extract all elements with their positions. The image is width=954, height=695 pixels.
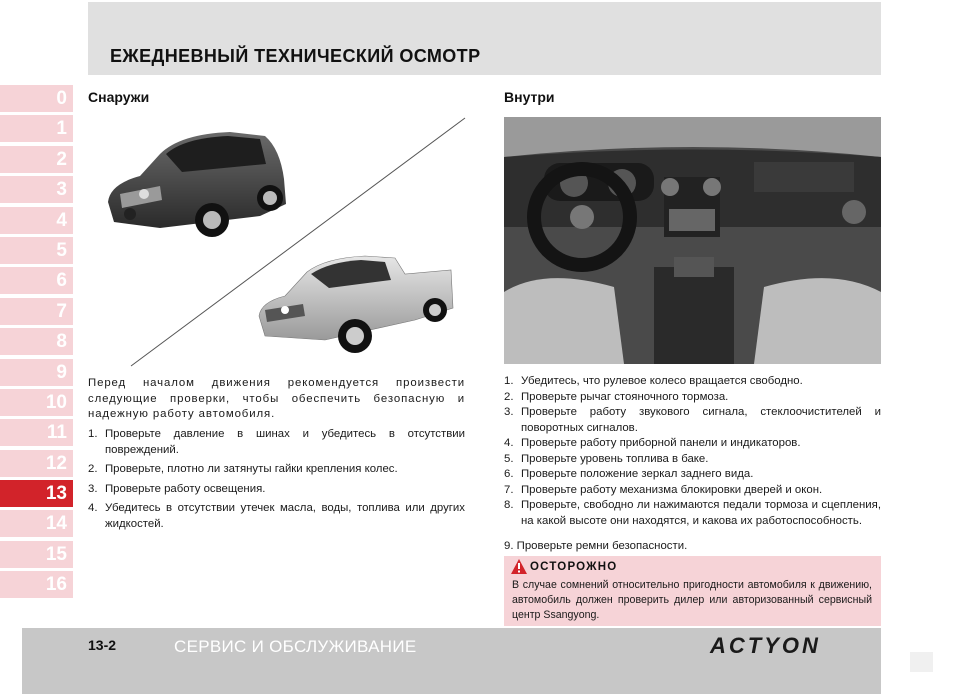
chapter-tab-7[interactable]: 7 xyxy=(0,298,73,325)
page-title: ЕЖЕДНЕВНЫЙ ТЕХНИЧЕСКИЙ ОСМОТР xyxy=(110,46,481,66)
list-item: 6. Проверьте положение зеркал заднего вида. xyxy=(504,468,754,480)
pickup-car-image xyxy=(255,244,455,369)
chapter-tab-16[interactable]: 16 xyxy=(0,571,73,598)
chapter-tab-9[interactable]: 9 xyxy=(0,359,73,386)
dashboard-illustration xyxy=(504,117,881,364)
list-item: 1. Проверьте давление в шинах и убедитесь в отсутствии повреждений. xyxy=(88,428,465,456)
list-item: 5. Проверьте уровень топлива в баке. xyxy=(504,452,709,465)
chapter-tab-1[interactable]: 1 xyxy=(0,115,73,142)
exterior-intro: Перед началом движения рекомендуется произвести следующие проверки, чтобы обеспечить безопасную и надежную работу автомобиля. xyxy=(88,377,465,420)
chapter-tab-0[interactable]: 0 xyxy=(0,85,73,112)
list-item: 3. Проверьте работу звукового сигнала, стеклоочистителей и поворотных сигналов. xyxy=(504,406,881,434)
exterior-checklist xyxy=(88,427,465,536)
interior-heading: Внутри xyxy=(504,89,555,105)
warning-triangle-icon xyxy=(511,559,527,574)
list-item: 2. Проверьте, плотно ли затянуты гайки крепления колес. xyxy=(88,463,398,475)
list-item: 1. Убедитесь, что рулевое колесо вращается свободно. xyxy=(504,375,803,387)
interior-checklist xyxy=(504,374,881,529)
chapter-tab-4[interactable]: 4 xyxy=(0,207,73,234)
chapter-tab-2[interactable]: 2 xyxy=(0,146,73,173)
interior-item-9: 9. Проверьте ремни безопасности. xyxy=(504,540,688,552)
list-item: 4. Убедитесь в отсутствии утечек масла, воды, топлива или других жидкостей. xyxy=(88,502,465,530)
chapter-tabs xyxy=(0,85,73,602)
warning-text: В случае сомнений относительно пригодности автомобиля к движению, автомобиль должен проверить дилер или авторизованный сервисный центр Ssangyong. xyxy=(512,579,872,621)
chapter-tab-12[interactable]: 12 xyxy=(0,450,73,477)
chapter-tab-10[interactable]: 10 xyxy=(0,389,73,416)
chapter-tab-11[interactable]: 11 xyxy=(0,419,73,446)
list-item: 4. Проверьте работу приборной панели и индикаторов. xyxy=(504,437,801,449)
chapter-tab-8[interactable]: 8 xyxy=(0,328,73,355)
list-item: 2. Проверьте рычаг стояночного тормоза. xyxy=(504,390,729,403)
section-title: СЕРВИС И ОБСЛУЖИВАНИЕ xyxy=(174,637,417,656)
page-footer xyxy=(22,628,881,694)
list-item: 7. Проверьте работу механизма блокировки дверей и окон. xyxy=(504,483,823,496)
chapter-tab-6[interactable]: 6 xyxy=(0,267,73,294)
warning-box xyxy=(504,556,881,626)
chapter-tab-5[interactable]: 5 xyxy=(0,237,73,264)
suv-car-image xyxy=(100,124,290,254)
brand-logo: ACTYON xyxy=(710,633,821,658)
page-number: 13-2 xyxy=(88,637,117,653)
chapter-tab-13[interactable]: 13 xyxy=(0,480,73,507)
warning-title: ОСТОРОЖНО xyxy=(530,561,618,573)
list-item: 3. Проверьте работу освещения. xyxy=(88,482,266,495)
corner-decoration xyxy=(910,652,933,672)
list-item: 8. Проверьте, свободно ли нажимаются педали тормоза и сцепления, на какой высоте они находятся, и какова их работоспособность. xyxy=(504,499,881,527)
exterior-heading: Снаружи xyxy=(88,89,150,105)
chapter-tab-3[interactable]: 3 xyxy=(0,176,73,203)
chapter-tab-15[interactable]: 15 xyxy=(0,541,73,568)
chapter-tab-14[interactable]: 14 xyxy=(0,510,73,537)
page-header xyxy=(88,2,881,75)
car-interior-image xyxy=(504,117,881,364)
